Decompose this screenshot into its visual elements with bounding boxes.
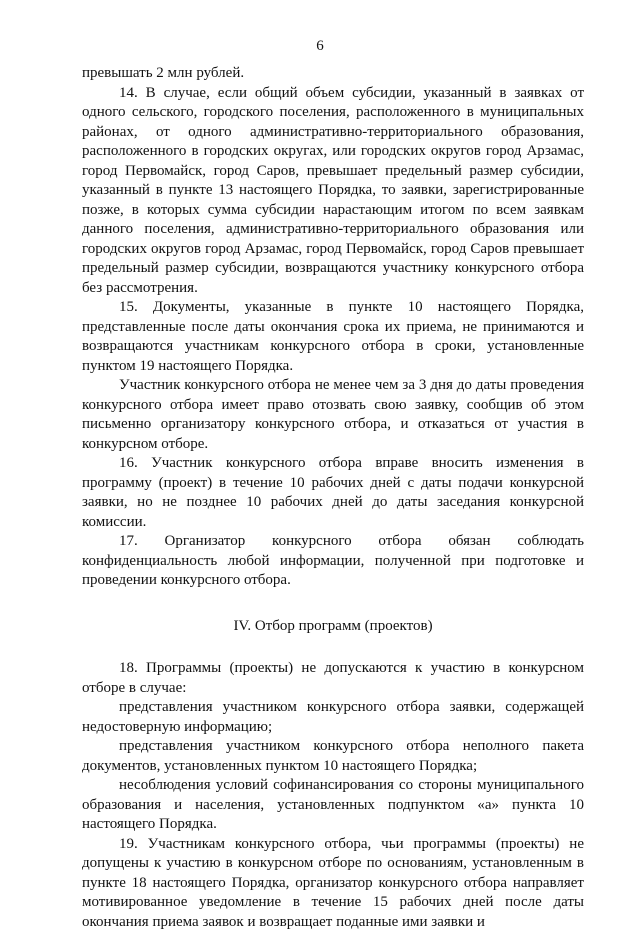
document-body [82,64,584,932]
page-number: 6 [0,38,640,55]
paragraph-continuation: превышать 2 млн рублей. [82,64,584,84]
paragraph-16: 16. Участник конкурсного отбора вправе вносить изменения в программу (проект) в течение 10 рабочих дней с даты подачи конкурсной заявки, но не позднее 10 рабочих дней до даты заседания конкурсной комиссии. [82,454,584,532]
section-title: IV. Отбор программ (проектов) [82,617,584,637]
paragraph-18-item-3: несоблюдения условий софинансирования со стороны муниципального образования и населения, установленных подпунктом «а» пункта 10 настоящего Порядка. [82,776,584,835]
paragraph-18-item-2: представления участником конкурсного отбора неполного пакета документов, установленных пунктом 10 настоящего Порядка; [82,737,584,776]
paragraph-18-item-1: представления участником конкурсного отбора заявки, содержащей недостоверную информацию; [82,698,584,737]
paragraph-19: 19. Участникам конкурсного отбора, чьи программы (проекты) не допущены к участию в конкурсном отборе по основаниям, установленным в пункте 18 настоящего Порядка, организатор конкурсного отбора направляет мотивированное уведомление в течение 15 рабочих дней после даты окончания приема заявок и возвращает поданные ими заявки и [82,835,584,932]
paragraph-18: 18. Программы (проекты) не допускаются к участию в конкурсном отборе в случае: [82,659,584,698]
paragraph-14: 14. В случае, если общий объем субсидии, указанный в заявках от одного сельского, городского поселения, расположенного в муниципальных районах, от одного административно-территориального образования, расположенного в городских округах, или городских округов город Арзамас, город Первомайск, город Саров, превышает предельный размер субсидии, указанный в пункте 13 настоящего Порядка, то заявки, зарегистрированные позже, в которых сумма субсидии нарастающим итогом по всем заявкам данного поселения, административно-территориального образования или городских округов город Арзамас, город Первомайск, город Саров превышает предельный размер субсидии, возвращаются участнику конкурсного отбора без рассмотрения. [82,84,584,299]
paragraph-15: 15. Документы, указанные в пункте 10 настоящего Порядка, представленные после даты окончания срока их приема, не принимаются и возвращаются участникам конкурсного отбора в сроки, установленные пунктом 19 настоящего Порядка. [82,298,584,376]
paragraph-17: 17. Организатор конкурсного отбора обязан соблюдать конфиденциальность любой информации, полученной при подготовке и проведении конкурсного отбора. [82,532,584,591]
paragraph-15-withdrawal: Участник конкурсного отбора не менее чем за 3 дня до даты проведения конкурсного отбора имеет право отозвать свою заявку, сообщив об этом письменно организатору конкурсного отбора, и отказаться от участия в конкурсном отборе. [82,376,584,454]
